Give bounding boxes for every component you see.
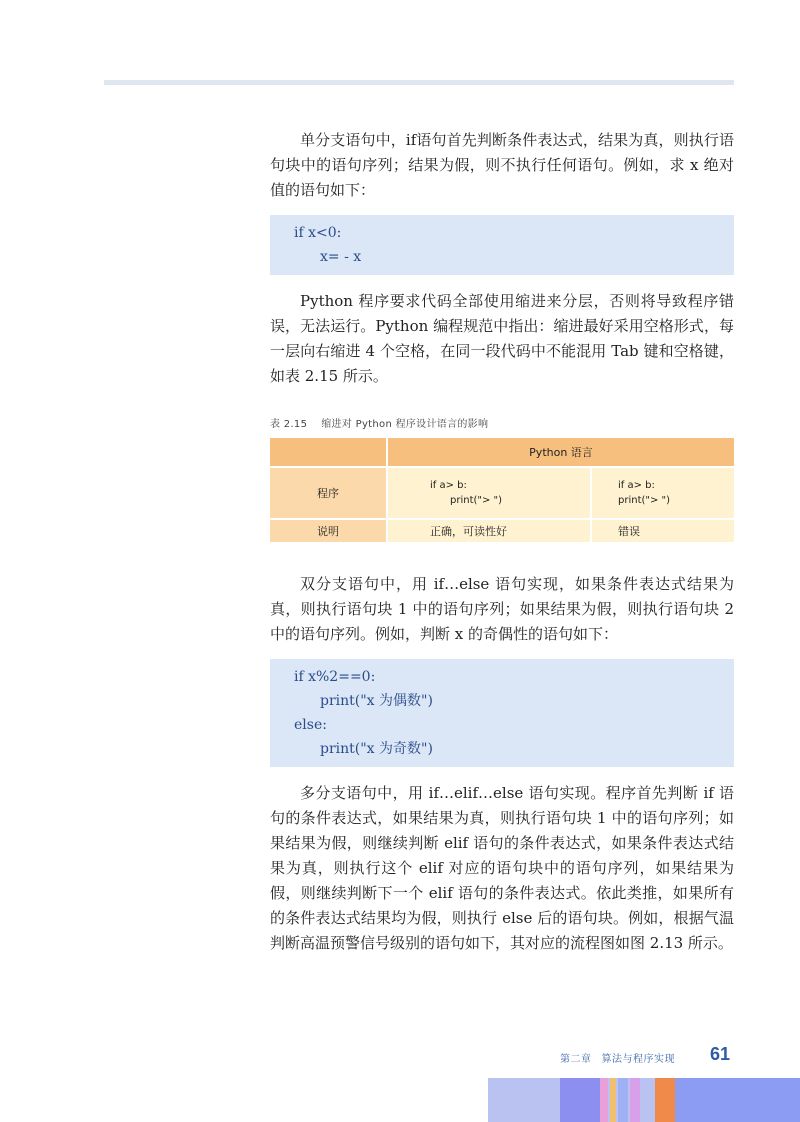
table-row-label: 说明	[270, 519, 387, 542]
table-row-label: 程序	[270, 467, 387, 519]
table-header-lang: Python 语言	[387, 438, 734, 467]
page-number: 61	[710, 1044, 731, 1064]
table-row	[270, 519, 734, 542]
footer-chapter-title: 算法与程序实现	[601, 1054, 675, 1065]
table-header-empty	[270, 438, 387, 467]
code-line: print("> ")	[618, 495, 671, 506]
code-block-parity	[270, 659, 734, 767]
footer-color-stripe	[600, 1078, 608, 1122]
table-header-row	[270, 438, 734, 467]
table-desc-cell: 正确，可读性好	[387, 519, 591, 542]
code-block-abs	[270, 215, 734, 275]
paragraph-indentation: Python 程序要求代码全部使用缩进来分层，否则将导致程序错误，无法运行。Python 编程规范中指出：缩进最好采用空格形式，每一层向右缩进 4 个空格，在同一段代码中不能混用 Tab 键和空格键，如表 2.15 所示。	[270, 292, 734, 385]
code-line: if x%2==0:	[294, 669, 376, 685]
code-line: x= - x	[320, 249, 362, 265]
code-line: if a> b:	[618, 480, 655, 491]
table-desc-cell: 错误	[591, 519, 734, 542]
code-line: print("> ")	[450, 495, 503, 506]
code-line: else:	[294, 717, 327, 733]
paragraph-multi-branch: 多分支语句中，用 if…elif…else 语句实现。程序首先判断 if 语句的条件表达式，如果结果为真，则执行语句块 1 中的语句序列；如果结果为假，则继续判断 elif 语句的条件表达式，如果条件表达式结果为真，则执行这个 elif 对应的语句块中的语句序列，如果结果为假，则继续判断下一个 elif 语句的条件表达式。依此类推，如果所有的条件表达式结果均为假，则执行 else 后的语句块。例如，根据气温判断高温预警信号级别的语句如下，其对应的流程图如图 2.13 所示。	[270, 784, 734, 952]
table-caption-title: 缩进对 Python 程序设计语言的影响	[321, 419, 489, 430]
table-caption-number: 表 2.15	[270, 419, 308, 430]
paragraph-single-branch: 单分支语句中，if语句首先判断条件表达式，结果为真，则执行语句块中的语句序列；结果为假，则不执行任何语句。例如，求 x 绝对值的语句如下：	[270, 131, 734, 199]
code-line: print("x 为偶数")	[320, 693, 433, 709]
footer-color-stripe	[675, 1078, 800, 1122]
table-caption	[270, 415, 734, 430]
table-row	[270, 467, 734, 519]
footer-color-stripe	[655, 1078, 675, 1122]
page-content	[270, 128, 734, 956]
indentation-table	[270, 438, 734, 542]
paragraph-double-branch: 双分支语句中，用 if…else 语句实现，如果条件表达式结果为真，则执行语句块 1 中的语句序列；如果结果为假，则执行语句块 2 中的语句序列。例如，判断 x 的奇偶性的语句如下：	[270, 575, 734, 643]
top-rule	[104, 80, 734, 85]
table-code-cell	[387, 467, 591, 519]
footer-color-stripe	[618, 1078, 628, 1122]
table-code-cell	[591, 467, 734, 519]
code-line: if x<0:	[294, 225, 342, 241]
code-line: if a> b:	[430, 480, 467, 491]
footer-color-stripe	[610, 1078, 616, 1122]
code-line: print("x 为奇数")	[320, 741, 433, 757]
footer-color-stripe	[630, 1078, 640, 1122]
footer-chapter-number: 第二章	[560, 1054, 592, 1065]
footer-color-stripe	[560, 1078, 600, 1122]
footer-chapter	[560, 1050, 675, 1065]
